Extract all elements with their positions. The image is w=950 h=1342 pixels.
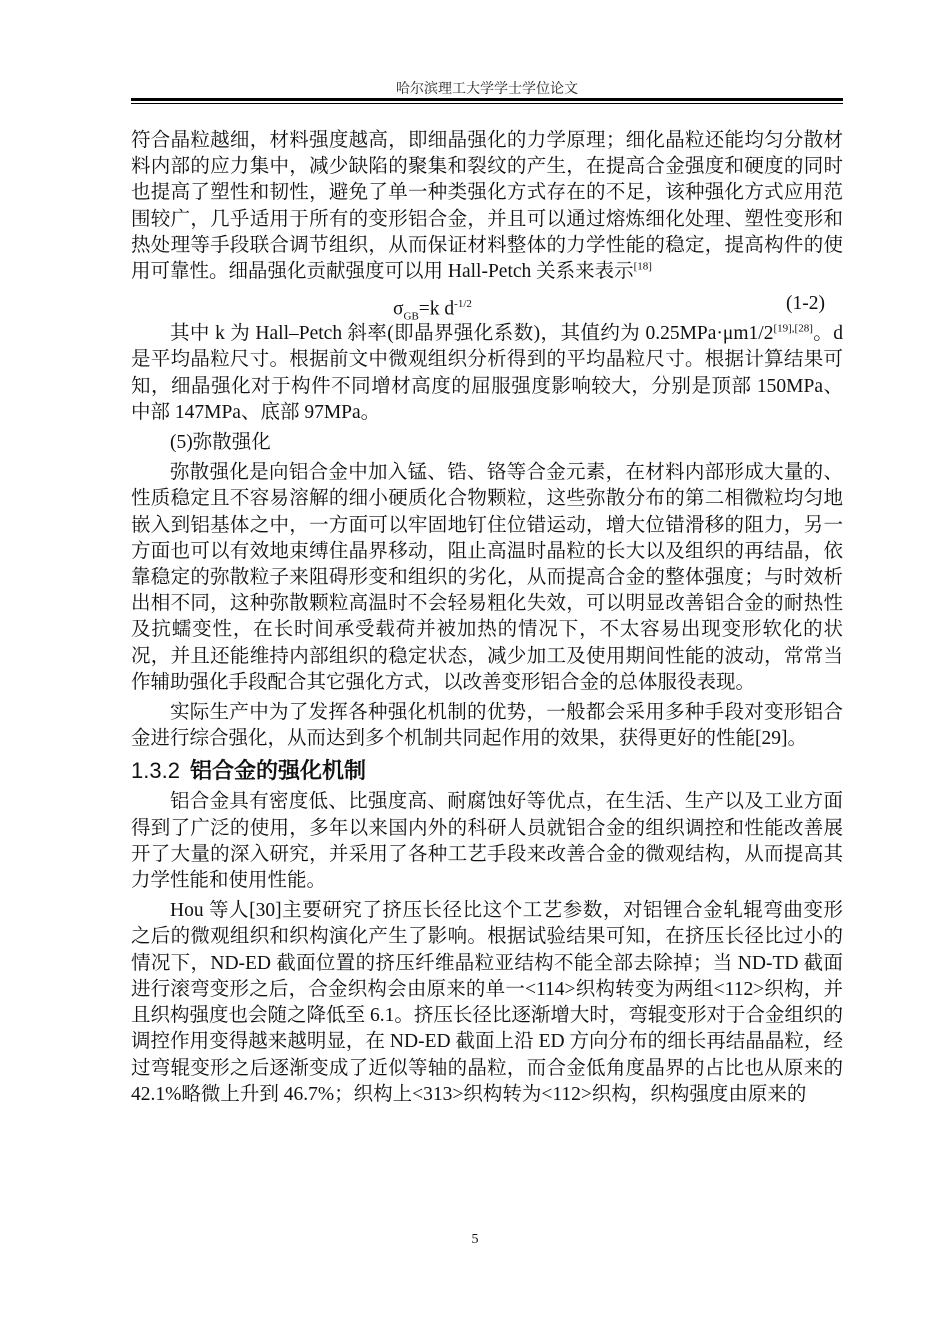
- equation-formula: [393, 291, 472, 330]
- paragraph-text: 。d 是平均晶粒尺寸。根据前文中微观组织分析得到的平均晶粒尺寸。根据计算结果可知，细晶强化对于构件不同增材高度的屈服强度影响较大，分别是顶部 150MPa、中部 147MPa、底部 97MPa。: [131, 323, 843, 423]
- equation-equals: =: [418, 298, 430, 320]
- equation-sigma: σ: [393, 298, 404, 320]
- section-heading: [131, 754, 843, 789]
- paragraph-hou-study: Hou 等人[30]主要研究了挤压长径比这个工艺参数，对铝锂合金轧辊弯曲变形之后的微观组织和织构演化产生了影响。根据试验结果可知，在挤压长径比过小的情况下，ND-ED 截面位置的挤压纤维晶粒亚结构不能全部去除掉；当 ND-TD 截面进行滚弯变形之后，合金织构会由原来的单一<114>织构转变为两组<112>织构，并且织构强度也会随之降低至 6.1。挤压长径比逐渐增大时，弯辊变形对于合金组织的调控作用变得越来越明显，在 ND-ED 截面上沿 ED 方向分布的细长再结晶晶粒，经过弯辊变形之后逐渐变成了近似等轴的晶粒，而合金低角度晶界的占比也从原来的 42.1%略微上升到 46.7%；织构上<313>织构转为<112>织构，织构强度由原来的: [131, 900, 843, 1105]
- paragraph-text: 符合晶粒越细，材料强度越高，即细晶强化的力学原理；细化晶粒还能均匀分散材料内部的应力集中，减少缺陷的聚集和裂纹的产生，在提高合金强度和硬度的同时也提高了塑性和韧性，避免了单一种类强化方式存在的不足，该种强化方式应用范围较广，几乎适用于所有的变形铝合金，并且可以通过熔炼细化处理、塑性变形和热处理等手段联合调节组织，从而保证材料整体的力学性能的稳定，提高构件的使用可靠性。细晶强化贡献强度可以用 Hall-Petch 关系来表示: [131, 130, 843, 283]
- subheading-dispersion-strengthening: (5)弥散强化: [170, 432, 271, 454]
- page-content: [131, 128, 843, 1108]
- citation-ref: [18]: [633, 260, 652, 273]
- equation-subscript: GB: [403, 310, 419, 323]
- page-header: 哈尔滨理工大学学士学位论文: [396, 81, 578, 97]
- paragraph-text: 其中 k 为 Hall–Petch 斜率(即晶界强化系数)，其值约为 0.25MPa·μm1/2: [170, 323, 774, 345]
- equation-d: d: [444, 298, 455, 320]
- section-number: 1.3.2: [131, 758, 180, 784]
- page-number: 5: [471, 1232, 479, 1247]
- paragraph-dispersion-strengthening: 弥散强化是向铝合金中加入锰、锆、铬等合金元素，在材料内部形成大量的、性质稳定且不容易溶解的细小硬质化合物颗粒，这些弥散分布的第二相微粒均匀地嵌入到铝基体之中，一方面可以牢固地钉住位错运动，增大位错滑移的阻力，另一方面也可以有效地束缚住晶界移动，阻止高温时晶粒的长大以及组织的再结晶，依靠稳定的弥散粒子来阻碍形变和组织的劣化，从而提高合金的整体强度；与时效析出相不同，这种弥散颗粒高温时不会轻易粗化失效，可以明显改善铝合金的耐热性及抗蠕变性，在长时间承受载荷并被加热的情况下，不太容易出现变形软化的状况，并且还能维持内部组织的稳定状态，减少加工及使用期间性能的波动，常常当作辅助强化手段配合其它强化方式，以改善变形铝合金的总体服役表现。: [131, 462, 843, 693]
- equation-hall-petch: [131, 287, 843, 321]
- citation-ref: [19],[28]: [773, 322, 813, 335]
- paragraph-aluminum-overview: 铝合金具有密度低、比强度高、耐腐蚀好等优点，在生活、生产以及工业方面得到了广泛的使用，多年以来国内外的科研人员就铝合金的组织调控和性能改善展开了大量的深入研究，并采用了各种工艺手段来改善合金的微观结构，从而提高其力学性能和使用性能。: [131, 791, 843, 892]
- header-rule-thick: [131, 98, 843, 101]
- equation-exponent: -1/2: [454, 298, 472, 311]
- paragraph-grain-refinement: [131, 128, 843, 285]
- header-rule-thin: [131, 103, 843, 104]
- paragraph-hall-petch-slope: [131, 321, 843, 426]
- equation-number: (1-2): [786, 293, 825, 315]
- paragraph-combined-strengthening: 实际生产中为了发挥各种强化机制的优势，一般都会采用多种手段对变形铝合金进行综合强化，从而达到多个机制共同起作用的效果，获得更好的性能[29]。: [131, 702, 843, 750]
- section-title: 铝合金的强化机制: [189, 759, 366, 785]
- equation-k: k: [429, 298, 440, 320]
